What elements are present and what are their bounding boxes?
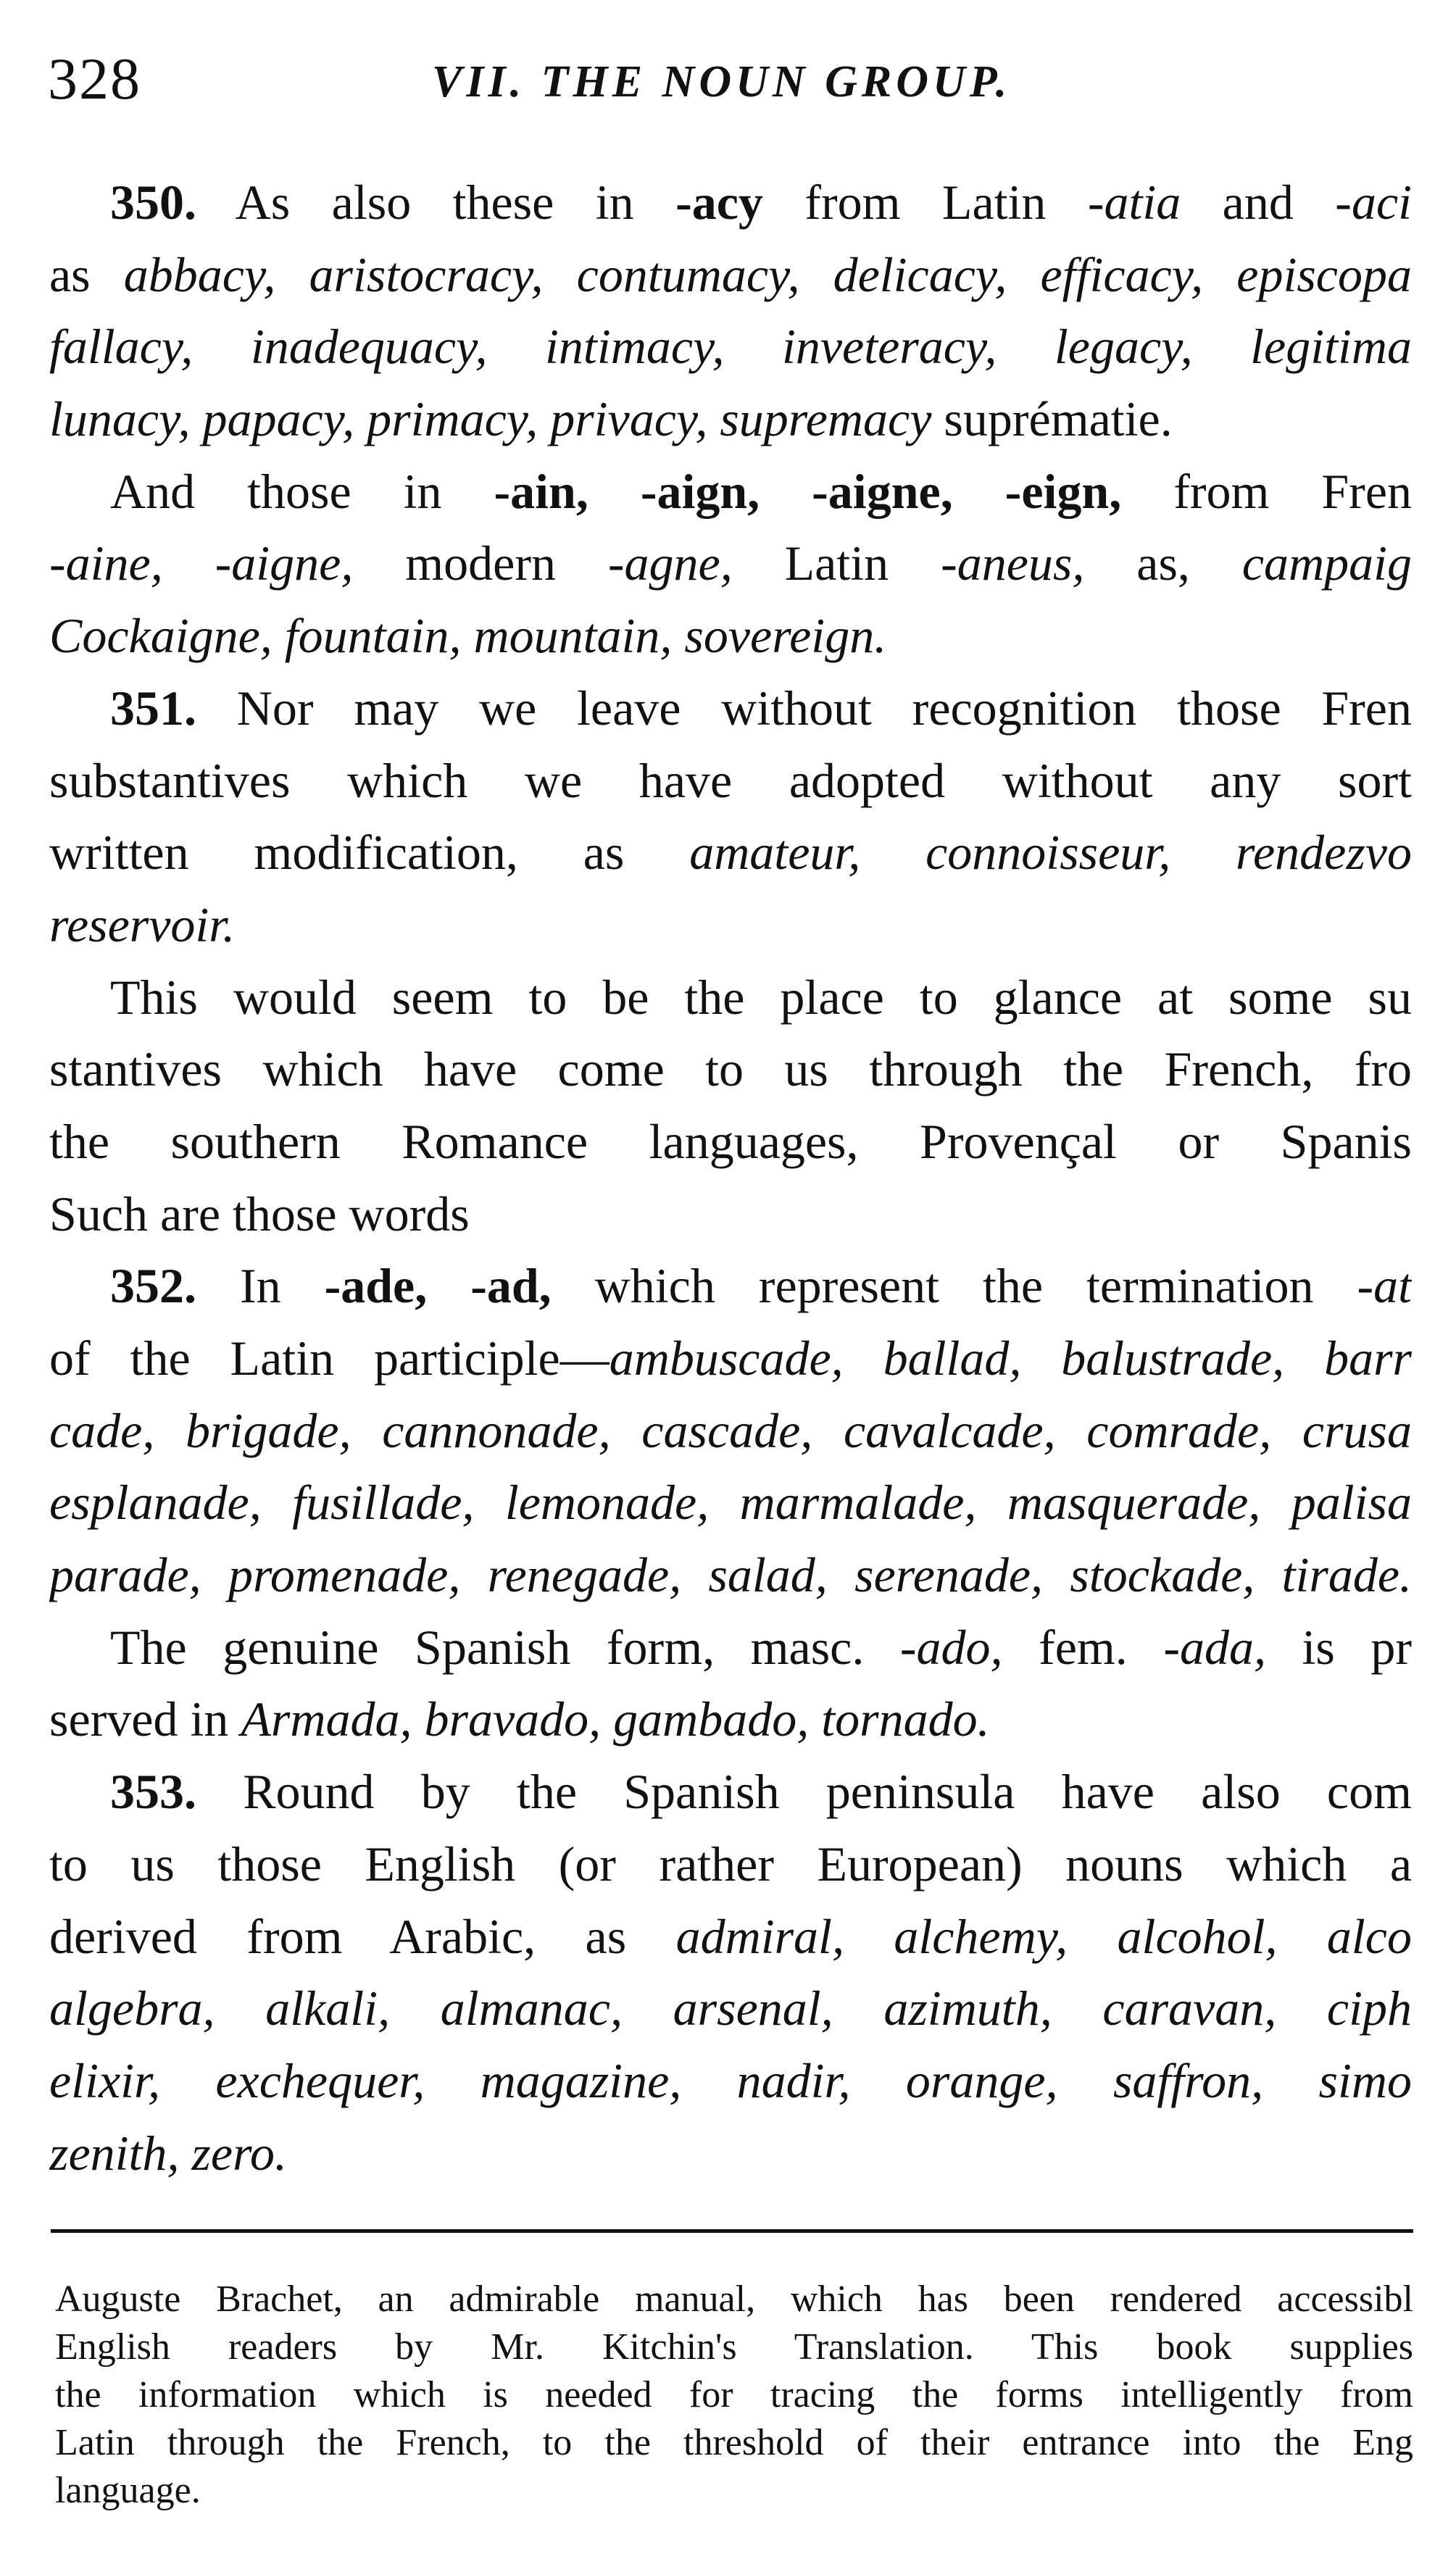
- section-number-352: 352.: [110, 1258, 196, 1314]
- section-350-para2-line-1: And those in -ain, -aign, -aigne, -eign, from Fren: [110, 463, 1412, 519]
- section-351-para2-line-4: Such are those words: [49, 1186, 470, 1241]
- footnote: [55, 2276, 1413, 2515]
- section-351-line-4: reservoir.: [49, 896, 236, 952]
- section-353-line-4: algebra, alkali, almanac, arsenal, azimuth, caravan, ciph: [49, 1981, 1412, 2036]
- section-351-line-2: substantives which we have adopted without any sort: [49, 752, 1412, 808]
- section-351-para2-line-1: This would seem to be the place to glance at some su: [110, 969, 1412, 1025]
- section-352-line-3: cade, brigade, cannonade, cascade, cavalcade, comrade, crusa: [49, 1402, 1412, 1458]
- section-352-line-5: parade, promenade, renegade, salad, serenade, stockade, tirade.: [49, 1547, 1412, 1603]
- section-351-para2-line-3: the southern Romance languages, Provençal or Spanis: [49, 1113, 1412, 1169]
- section-353-line-6: zenith, zero.: [49, 2125, 288, 2181]
- section-352-line-2: of the Latin participle—ambuscade, ballad, balustrade, barr: [49, 1331, 1412, 1386]
- footnote-line: Auguste Brachet, an admirable manual, which has been rendered accessibl: [55, 2278, 1413, 2320]
- section-351-para2-line-2: stantives which have come to us through the French, fro: [49, 1041, 1412, 1097]
- section-353-line-2: to us those English (or rather European) nouns which a: [49, 1836, 1412, 1891]
- footnote-line: the information which is needed for tracing the forms intelligently from: [55, 2374, 1413, 2415]
- section-351-line-1: 351. Nor may we leave without recognition those Fren: [110, 680, 1412, 736]
- section-352-line-1: 352. In -ade, -ad, which represent the termination -at: [110, 1258, 1412, 1314]
- section-352-para2-line-1: The genuine Spanish form, masc. -ado, fem. -ada, is pr: [110, 1619, 1412, 1675]
- section-350-line-1: 350. As also these in -acy from Latin -atia and -aci: [110, 175, 1412, 230]
- section-350-para2-line-3: Cockaigne, fountain, mountain, sovereign.: [49, 608, 887, 664]
- section-353-line-3: derived from Arabic, as admiral, alchemy, alcohol, alco: [49, 1908, 1412, 1964]
- section-352-line-4: esplanade, fusillade, lemonade, marmalade, masquerade, palisa: [49, 1475, 1412, 1531]
- footnote-line: Latin through the French, to the threshold of their entrance into the Eng: [55, 2422, 1413, 2463]
- section-350-line-2: as abbacy, aristocracy, contumacy, delicacy, efficacy, episcopa: [49, 246, 1412, 302]
- footnote-line: English readers by Mr. Kitchin's Translation. This book supplies: [55, 2326, 1413, 2368]
- running-title: VII. THE NOUN GROUP.: [432, 57, 1012, 107]
- section-351-line-3: written modification, as amateur, connoisseur, rendezvo: [49, 825, 1412, 881]
- page-number: 328: [48, 46, 141, 112]
- section-350-para2-line-2: -aine, -aigne, modern -agne, Latin -aneus, as, campaig: [49, 536, 1412, 591]
- section-number-350: 350.: [110, 175, 196, 230]
- footnote-line: language.: [55, 2470, 201, 2511]
- section-number-353: 353.: [110, 1764, 196, 1820]
- section-353-line-5: elixir, exchequer, magazine, nadir, orange, saffron, simo: [49, 2052, 1412, 2108]
- section-number-351: 351.: [110, 680, 196, 736]
- main-text: [49, 167, 1412, 2189]
- section-352-para2-line-2: served in Armada, bravado, gambado, tornado.: [49, 1691, 990, 1747]
- section-353-line-1: 353. Round by the Spanish peninsula have also com: [110, 1764, 1412, 1820]
- section-350-line-4: lunacy, papacy, primacy, privacy, supremacy suprématie.: [49, 391, 1173, 447]
- footnote-divider: [51, 2229, 1413, 2233]
- section-350-line-3: fallacy, inadequacy, intimacy, inveteracy, legacy, legitima: [49, 319, 1412, 375]
